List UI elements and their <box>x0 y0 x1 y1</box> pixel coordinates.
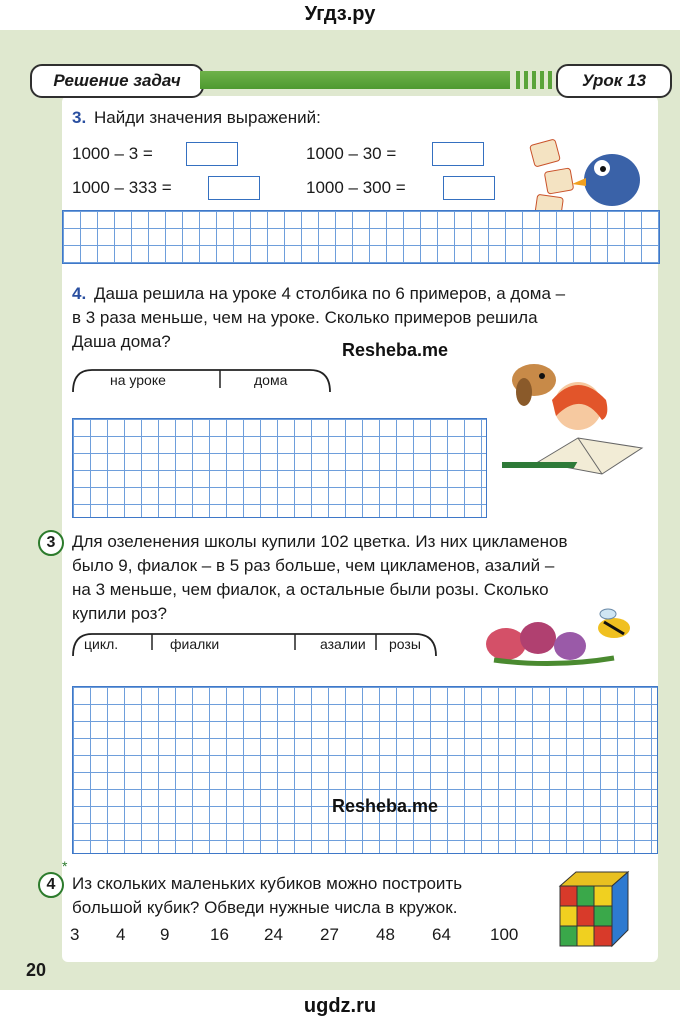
watermark-1: Resheba.me <box>342 340 449 360</box>
choice-number[interactable]: 100 <box>490 925 519 944</box>
flowers-bee-illustration <box>484 608 644 668</box>
task4-grid[interactable] <box>72 418 487 518</box>
task4-line-1: Даша решила на уроке 4 столбика по 6 примеров, а дома – <box>94 284 566 303</box>
choice-number[interactable]: 16 <box>210 925 229 944</box>
answer-box-3[interactable] <box>208 176 260 200</box>
header-ticks <box>516 71 552 89</box>
task4-line-3: Даша дома? <box>72 332 171 351</box>
choice-number[interactable]: 9 <box>160 925 170 944</box>
scheme-label-azaleas: азалии <box>320 636 366 652</box>
rubiks-cube-illustration <box>556 868 640 952</box>
scheme-label-violets: фиалки <box>170 636 220 652</box>
task3-title: Найди значения выражений: <box>94 108 321 127</box>
answer-box-4[interactable] <box>443 176 495 200</box>
task3-number: 3. <box>72 108 87 127</box>
task4b-line-2: большой кубик? Обведи нужные числа в кружок. <box>72 898 458 917</box>
task3b-line-3: на 3 меньше, чем фиалок, а остальные были розы. Сколько <box>72 580 549 599</box>
lesson-header: Урок 13 <box>556 64 672 98</box>
task3b-line-2: было 9, фиалок – в 5 раз больше, чем цикламенов, азалий – <box>72 556 555 575</box>
task3b-number-badge: 3 <box>38 530 64 556</box>
scheme-label-roses: розы <box>389 636 421 652</box>
site-title-top[interactable]: Угдз.ру <box>304 3 376 25</box>
expression-3: 1000 – 333 = <box>72 178 172 197</box>
watermark-2: Resheba.me <box>332 796 439 816</box>
task4-line-2: в 3 раза меньше, чем на уроке. Сколько примеров решила <box>72 308 538 327</box>
choice-number[interactable]: 64 <box>432 925 451 944</box>
header-band <box>200 71 510 89</box>
task3-grid[interactable] <box>62 210 660 264</box>
choice-number[interactable]: 24 <box>264 925 283 944</box>
scheme-label-lesson: на уроке <box>110 372 166 388</box>
task3b-grid[interactable] <box>72 686 658 854</box>
section-header: Решение задач <box>30 64 204 98</box>
scheme-label-cyclamen: цикл. <box>84 636 119 652</box>
page-number: 20 <box>26 960 47 980</box>
expression-2: 1000 – 30 = <box>306 144 397 163</box>
site-title-bottom[interactable]: ugdz.ru <box>303 995 377 1017</box>
expression-4: 1000 – 300 = <box>306 178 406 197</box>
answer-box-1[interactable] <box>186 142 238 166</box>
answer-box-2[interactable] <box>432 142 484 166</box>
expression-1: 1000 – 3 = <box>72 144 153 163</box>
choice-number[interactable]: 4 <box>116 925 126 944</box>
task3b-line-1: Для озеленения школы купили 102 цветка. Из них цикламенов <box>72 532 568 551</box>
workbook-page <box>0 30 680 990</box>
choice-number[interactable]: 48 <box>376 925 395 944</box>
task4-number: 4. <box>72 284 87 303</box>
difficulty-star-icon: * <box>62 858 68 874</box>
task3b-scheme-brace <box>70 628 440 658</box>
choice-number[interactable]: 27 <box>320 925 339 944</box>
task3b-line-4: купили роз? <box>72 604 167 623</box>
task4b-number-badge: 4 <box>38 872 64 898</box>
choice-number[interactable]: 3 <box>70 925 80 944</box>
girl-reading-illustration <box>502 350 650 480</box>
scheme-label-home: дома <box>254 372 288 388</box>
task4b-line-1: Из скольких маленьких кубиков можно построить <box>72 874 463 893</box>
